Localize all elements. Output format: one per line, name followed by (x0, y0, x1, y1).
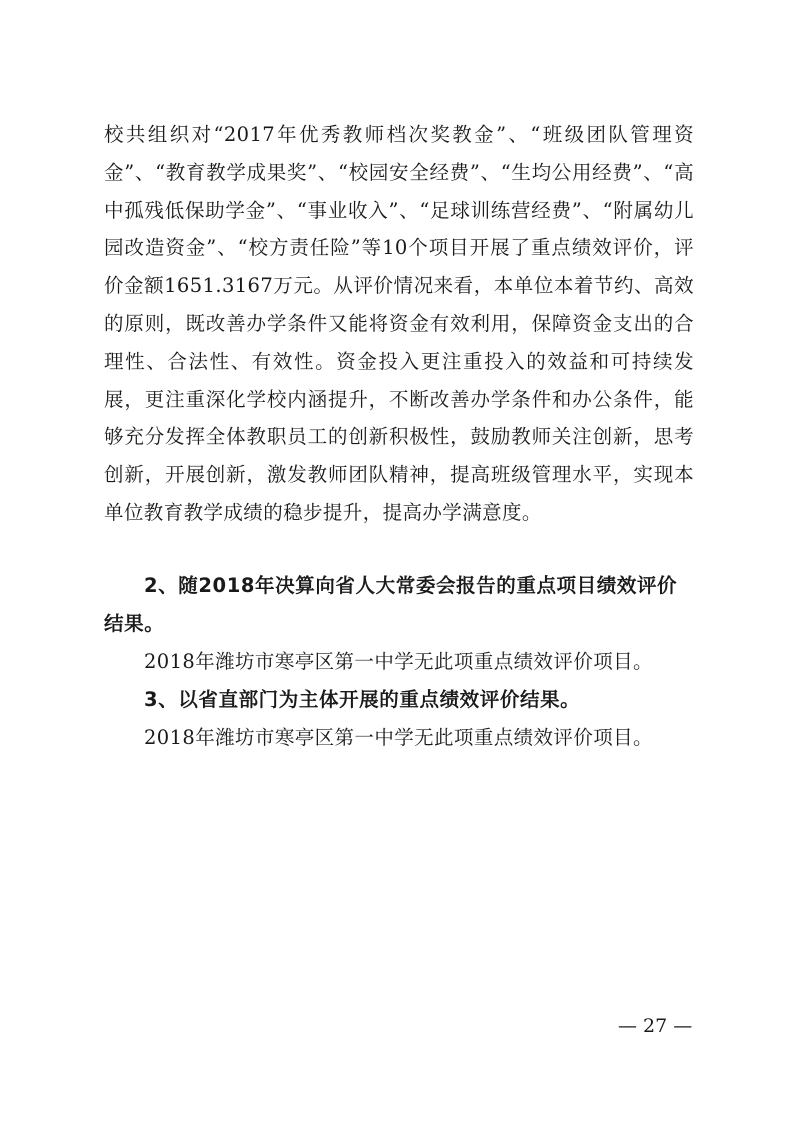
body-paragraph: 校共组织对“2017年优秀教师档次奖教金”、“班级团队管理资金”、“教育教学成果奖”、“校园安全经费”、“生均公用经费”、“高中孤残低保助学金”、“事业收入”、“足球训练营经费”、“附属幼儿园改造资金”、“校方责任险”等10个项目开展了重点绩效评价，评价金额1651.3167万元。从评价情况来看，本单位本着节约、高效的原则，既改善办学条件又能将资金有效利用，保障资金支出的合理性、合法性、有效性。资金投入更注重投入的效益和可持续发展，更注重深化学校内涵提升，不断改善办学条件和办公条件，能够充分发挥全体教职员工的创新积极性，鼓励教师关注创新，思考创新，开展创新，激发教师团队精神，提高班级管理水平，实现本单位教育教学成绩的稳步提升，提高办学满意度。 (104, 123, 694, 524)
page-number: — 27 — (618, 1015, 693, 1037)
section-heading-3: 3、以省直部门为主体开展的重点绩效评价结果。 (144, 688, 581, 711)
section-2-paragraph: 2018年潍坊市寒亭区第一中学无此项重点绩效评价项目。 (144, 650, 653, 673)
section-3-paragraph: 2018年潍坊市寒亭区第一中学无此项重点绩效评价项目。 (144, 726, 653, 749)
section-heading-2: 2、随2018年决算向省人大常委会报告的重点项目绩效评价结果。 (104, 574, 678, 635)
